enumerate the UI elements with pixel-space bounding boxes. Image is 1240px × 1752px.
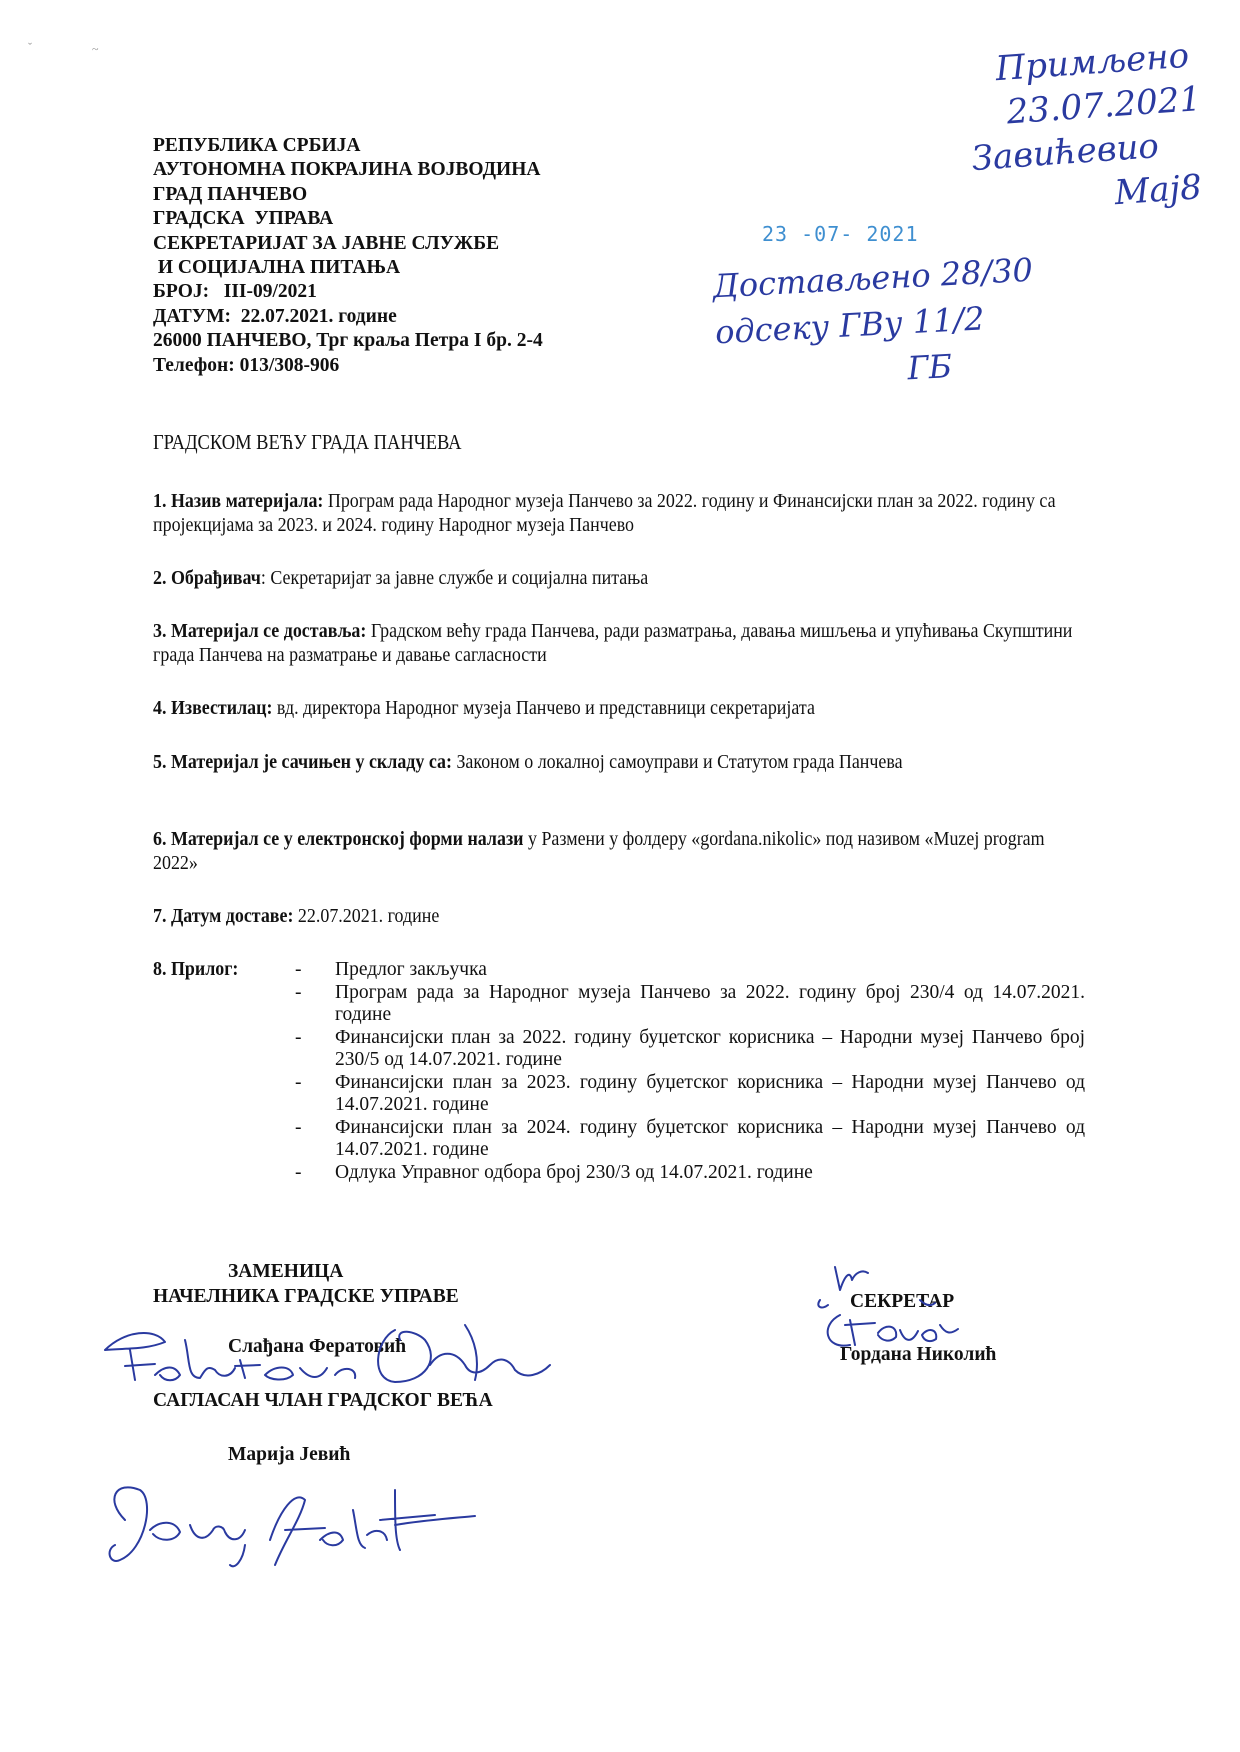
letterhead-line: ГРАД ПАНЧЕВО (153, 183, 308, 205)
delivered-note-line: одсеку ГВу 11/2 (714, 299, 986, 352)
item-rapporteur (153, 697, 1082, 721)
letterhead (153, 134, 543, 378)
received-note-line: Завићевио (970, 126, 1161, 180)
letterhead-line: АУТОНОМНА ПОКРАЈИНА ВОЈВОДИНА (153, 159, 541, 181)
item-label: 3. Материјал се доставља: (153, 621, 367, 642)
letterhead-line: ГРАДСКА УПРАВА (153, 208, 334, 230)
scan-speck: ˇ (28, 40, 32, 54)
item-delivered-to (153, 620, 1082, 668)
attachment-text: Одлука Управног одбора број 230/3 од 14.07.2021. године (335, 1161, 813, 1183)
document-date: ДАТУМ: 22.07.2021. године (153, 305, 397, 327)
bullet: - (295, 981, 302, 1003)
item-text: 22.07.2021. године (293, 906, 440, 927)
item-text: у Размени у фолдеру «gordana.nikolic» под називом «Muzej program 2022» (153, 829, 1045, 874)
attachment-text: Финансијски план за 2024. годину буџетског корисника – Народни музеј Панчево од 14.07.2021. године (335, 1116, 1085, 1160)
attachments-list (295, 959, 1085, 1184)
date-stamp: 23 -07- 2021 (762, 222, 919, 246)
received-note-line: 23.07.2021 (1005, 79, 1203, 133)
delivered-note-line: ГБ (906, 347, 954, 388)
deputy-title-1: ЗАМЕНИЦА (228, 1261, 344, 1282)
attachment-text: Финансијски план за 2023. годину буџетског корисника – Народни музеј Панчево од 14.07.2021. године (335, 1071, 1085, 1115)
item-text: Градском већу града Панчева, ради разматрања, давања мишљења и упућивања Скупштини града Панчева на разматрање и давање сагласности (153, 621, 1073, 666)
council-signature (95, 1470, 475, 1580)
delivered-note-line: Достављено 28/30 (711, 250, 1034, 306)
item-label: 4. Известилац: (153, 698, 273, 719)
attachment-item (295, 1027, 1085, 1072)
attachment-item (295, 959, 1085, 982)
secretary-signature (800, 1255, 960, 1365)
item-electronic-location (153, 828, 1082, 876)
bullet: - (295, 1116, 302, 1138)
letterhead-line: РЕПУБЛИКА СРБИЈА (153, 135, 361, 156)
attachment-item (295, 1117, 1085, 1162)
item-delivery-date (153, 905, 1082, 929)
item-text: Програм рада Народног музеја Панчево за 2022. годину и Финансијски план за 2022. годину са пројекцијама за 2023. и 2024. годину Народног музеја Панчево (153, 491, 1056, 536)
item-label: 6. Материјал се у електронској форми налази (153, 829, 524, 850)
item-text: вд. директора Народног музеја Панчево и представници секретаријата (272, 698, 815, 719)
item-label: 7. Датум доставе: (153, 906, 294, 927)
attachment-text: Финансијски план за 2022. годину буџетског корисника – Народни музеј Панчево број 230/5 од 14.07.2021. године (335, 1026, 1085, 1070)
letterhead-line: И СОЦИЈАЛНА ПИТАЊА (153, 257, 401, 279)
received-note (970, 33, 1208, 223)
bullet: - (295, 1026, 302, 1048)
attachments-label: 8. Прилог: (153, 959, 239, 980)
received-note-line: Примљено (994, 35, 1191, 90)
item-legal-basis (153, 751, 1082, 775)
bullet: - (295, 1071, 302, 1093)
item-author (153, 567, 1082, 591)
item-label: 2. Обрађивач (153, 568, 261, 589)
deputy-signature (95, 1320, 575, 1400)
attachment-item (295, 1072, 1085, 1117)
attachment-item (295, 982, 1085, 1027)
item-label: 1. Назив материјала: (153, 491, 324, 512)
document-number: БРОЈ: III-09/2021 (153, 281, 317, 303)
deputy-name: Слађана Ферaтовић (228, 1336, 407, 1357)
scan-speck: ~ (92, 42, 99, 56)
addressee: ГРАДСКОМ ВЕЋУ ГРАДА ПАНЧЕВА (153, 430, 462, 454)
attachment-text: Предлог закључка (335, 959, 487, 980)
attachment-item (295, 1162, 1085, 1185)
delivered-note (712, 247, 1039, 402)
item-material-name (153, 490, 1082, 538)
attachment-text: Програм рада за Народног музеја Панчево за 2022. годину број 230/4 од 14.07.2021. године (335, 981, 1085, 1025)
letterhead-line: СЕКРЕТАРИЈАТ ЗА ЈАВНЕ СЛУЖБЕ (153, 232, 500, 254)
bullet: - (295, 1161, 302, 1183)
received-note-line: Мај8 (1113, 167, 1204, 214)
address: 26000 ПАНЧЕВО, Трг краља Петра I бр. 2-4 (153, 330, 543, 352)
phone: Телефон: 013/308-906 (153, 354, 340, 376)
item-text: : Секретаријат за јавне службе и социјална питања (260, 568, 649, 589)
bullet: - (295, 959, 302, 980)
council-title: САГЛАСАН ЧЛАН ГРАДСКОГ ВЕЋА (153, 1390, 493, 1411)
item-text: Законом о локалној самоуправи и Статутом града Панчева (451, 752, 903, 773)
secretary-name: Гордана Николић (840, 1344, 997, 1365)
secretary-title: СЕКРЕТАР (850, 1291, 955, 1312)
item-label: 5. Материјал је сачињен у складу са: (153, 752, 452, 773)
council-name: Марија Јевић (228, 1444, 351, 1465)
deputy-title-2: НАЧЕЛНИКА ГРАДСКЕ УПРАВЕ (153, 1286, 459, 1307)
